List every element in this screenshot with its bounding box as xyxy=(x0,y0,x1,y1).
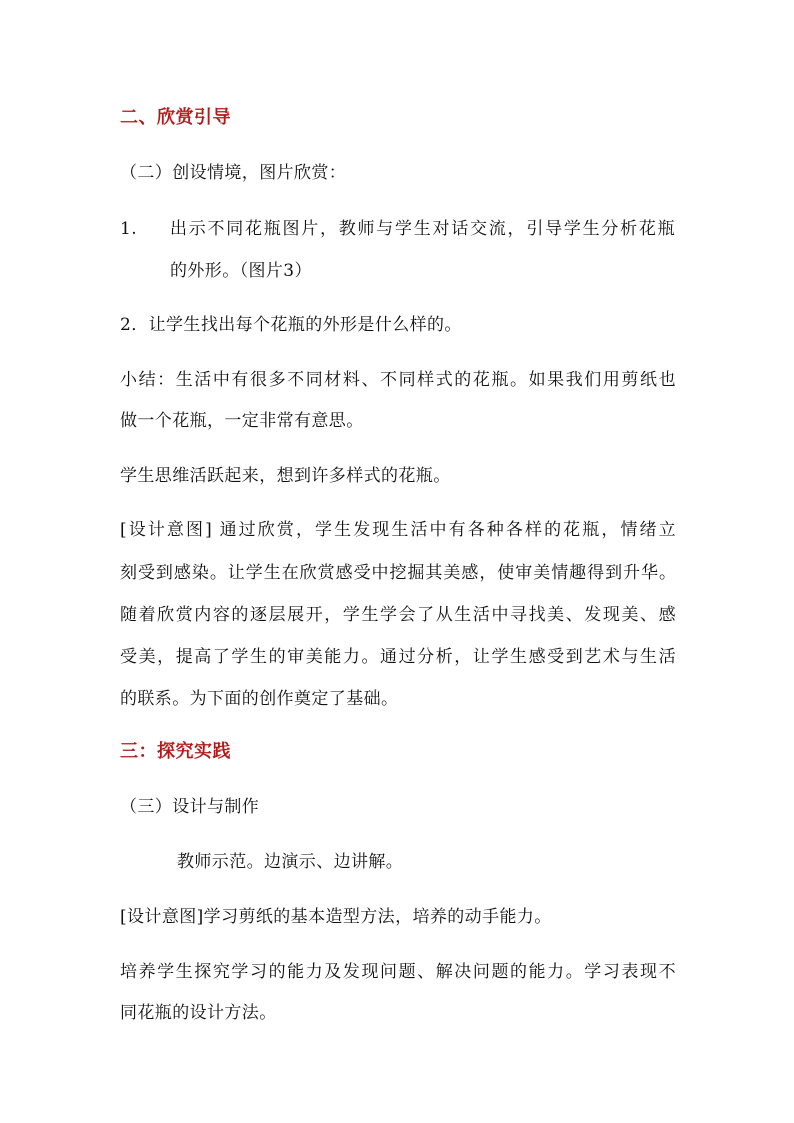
demo-paragraph: 教师示范。边演示、边讲解。 xyxy=(177,852,404,872)
design-intent-2: [设计意图]学习剪纸的基本造型方法，培养的动手能力。 xyxy=(120,907,552,927)
section-heading-practice: 三：探究实践 xyxy=(120,741,231,762)
students-paragraph: 学生思维活跃起来，想到许多样式的花瓶。 xyxy=(120,466,451,486)
design-intent-line-1: [设计意图] 通过欣赏，学生发现生活中有各种各样的花瓶，情绪立 xyxy=(120,520,676,540)
design-intent-line-3: 随着欣赏内容的逐层展开，学生学会了从生活中寻找美、发现美、感 xyxy=(120,605,676,625)
list-item-2: 2．让学生找出每个花瓶的外形是什么样的。 xyxy=(120,315,462,335)
cultivate-line-2: 同花瓶的设计方法。 xyxy=(120,1003,277,1023)
design-intent-line-5: 的联系。为下面的创作奠定了基础。 xyxy=(120,689,399,709)
design-intent-line-2: 刻受到感染。让学生在欣赏感受中挖掘其美感，使审美情趣得到升华。 xyxy=(120,563,676,583)
list-item-1-line-2: 的外形。（图片3） xyxy=(170,261,312,281)
section-heading-appreciation: 二、欣赏引导 xyxy=(120,107,231,128)
summary-line-1: 小结：生活中有很多不同材料、不同样式的花瓶。如果我们用剪纸也 xyxy=(120,370,676,390)
list-number-1: 1. xyxy=(120,219,138,239)
design-intent-line-4: 受美，提高了学生的审美能力。通过分析，让学生感受到艺术与生活 xyxy=(120,647,676,667)
subsection-title: （二）创设情境，图片欣赏： xyxy=(120,163,347,183)
cultivate-line-1: 培养学生探究学习的能力及发现问题、解决问题的能力。学习表现不 xyxy=(120,962,676,982)
list-item-1-line-1: 出示不同花瓶图片，教师与学生对话交流，引导学生分析花瓶 xyxy=(170,219,675,239)
subsection-title-design: （三）设计与制作 xyxy=(120,797,260,817)
summary-line-2: 做一个花瓶，一定非常有意思。 xyxy=(120,411,364,431)
